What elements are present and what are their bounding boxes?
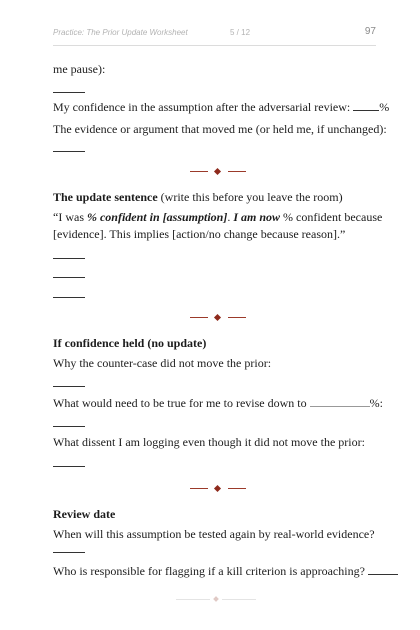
dissent-prompt: What dissent I am logging even though it did not move the prior: bbox=[53, 435, 365, 449]
footer-ornament bbox=[176, 597, 256, 603]
running-header-section: 5 / 12 bbox=[230, 28, 251, 37]
who-blank[interactable] bbox=[368, 564, 398, 575]
answer-blank[interactable] bbox=[53, 386, 85, 387]
why-prompt: Why the counter-case did not move the prior: bbox=[53, 356, 272, 370]
section-ornament bbox=[190, 484, 246, 494]
revise-percent-blank[interactable] bbox=[310, 396, 370, 407]
confidence-blank[interactable] bbox=[353, 100, 379, 111]
review-date-heading: Review date bbox=[53, 507, 116, 521]
answer-blank[interactable] bbox=[53, 552, 85, 553]
review-who-prompt: Who is responsible for flagging if a kill criterion is approaching? bbox=[53, 564, 398, 578]
running-header-title: Practice: The Prior Update Worksheet bbox=[53, 28, 188, 37]
revise-prompt: What would need to be true for me to revise down to %: bbox=[53, 396, 383, 410]
header-rule bbox=[53, 45, 376, 46]
answer-blank[interactable] bbox=[53, 466, 85, 467]
answer-blank[interactable] bbox=[53, 151, 85, 152]
section-ornament bbox=[190, 167, 246, 177]
answer-blank[interactable] bbox=[53, 92, 85, 93]
page-number: 97 bbox=[364, 26, 376, 37]
answer-blank[interactable] bbox=[53, 277, 85, 278]
answer-blank[interactable] bbox=[53, 258, 85, 259]
confidence-held-heading: If confidence held (no update) bbox=[53, 336, 207, 350]
continuation-text: me pause): bbox=[53, 62, 106, 76]
evidence-prompt: The evidence or argument that moved me (or held me, if unchanged): bbox=[53, 122, 387, 136]
answer-blank[interactable] bbox=[53, 426, 85, 427]
section-ornament bbox=[190, 313, 246, 323]
update-sentence-heading: The update sentence (write this before you leave the room) bbox=[53, 190, 343, 204]
update-sentence-template: “I was % confident in [assumption]. I am now % confident because bbox=[53, 210, 383, 224]
answer-blank[interactable] bbox=[53, 297, 85, 298]
confidence-after-review: My confidence in the assumption after the adversarial review: % bbox=[53, 100, 390, 114]
update-sentence-template-cont: [evidence]. This implies [action/no change because reason].” bbox=[53, 227, 346, 241]
review-when-prompt: When will this assumption be tested again by real-world evidence? bbox=[53, 527, 375, 541]
